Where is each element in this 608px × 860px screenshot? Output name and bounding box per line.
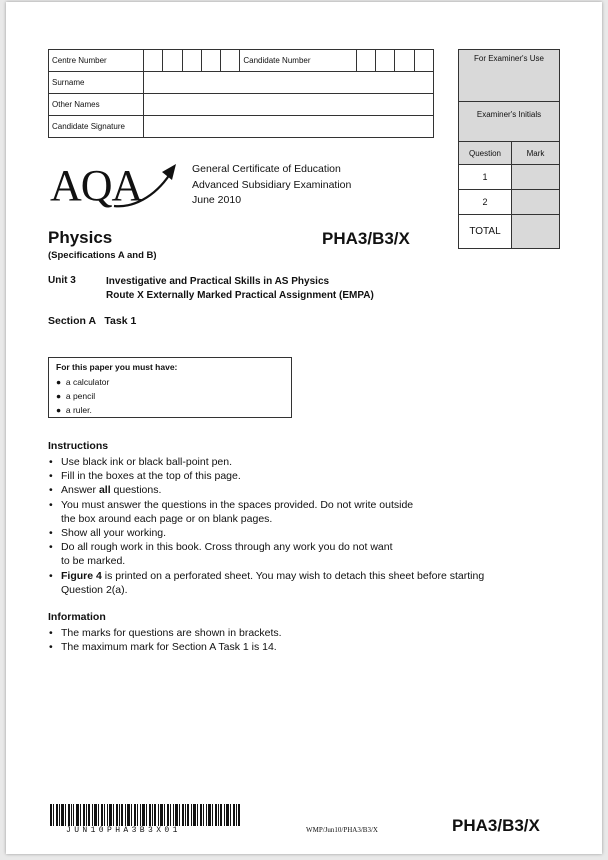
centre-number-box-4[interactable] <box>201 50 220 72</box>
surname-field[interactable] <box>144 72 434 94</box>
instruction-item: • Fill in the boxes at the top of this page. <box>48 469 548 483</box>
question-col-header: Question <box>459 142 512 165</box>
paper-code: PHA3/B3/X <box>322 229 410 248</box>
centre-number-box-5[interactable] <box>221 50 240 72</box>
instruction-item: • Use black ink or black ball-point pen. <box>48 455 548 469</box>
information-section <box>48 611 548 654</box>
candidate-number-label: Candidate Number <box>240 50 357 72</box>
subject-title: Physics <box>48 228 113 247</box>
unit-title <box>106 275 374 303</box>
centre-number-box-3[interactable] <box>182 50 201 72</box>
information-list <box>48 626 548 654</box>
exam-date: June 2010 <box>192 194 242 206</box>
instruction-item: • Answer all questions. <box>48 483 548 497</box>
aqa-logo-text: AQA <box>50 161 143 210</box>
materials-box <box>48 357 292 418</box>
materials-item: ● a calculator <box>56 377 110 387</box>
instruction-item: • Do all rough work in this book. Cross through any work you do not want <box>48 540 548 554</box>
examiner-use-title: For Examiner's Use <box>474 54 544 63</box>
mark-cell[interactable] <box>512 165 560 190</box>
footer-reference: WMP/Jun10/PHA3/B3/X <box>306 826 378 834</box>
footer-paper-code: PHA3/B3/X <box>452 816 540 835</box>
mark-col-header: Mark <box>512 142 560 165</box>
candidate-number-box-3[interactable] <box>395 50 414 72</box>
information-heading: Information <box>48 611 106 623</box>
marks-table <box>458 141 560 249</box>
instructions-list <box>48 455 548 597</box>
specification: (Specifications A and B) <box>48 250 157 261</box>
candidate-number-box-4[interactable] <box>414 50 433 72</box>
information-item: • The maximum mark for Section A Task 1 is 14. <box>48 640 548 654</box>
barcode-icon <box>50 804 240 826</box>
instructions-heading: Instructions <box>48 440 109 452</box>
materials-heading: For this paper you must have: <box>56 362 178 372</box>
candidate-number-box-2[interactable] <box>376 50 395 72</box>
candidate-details-table <box>48 49 434 138</box>
section-task: Section A Task 1 <box>48 315 137 327</box>
mark-cell[interactable] <box>512 190 560 215</box>
unit-title-line: Route X Externally Marked Practical Assignment (EMPA) <box>106 290 374 301</box>
examiner-initials-label: Examiner's Initials <box>476 110 542 119</box>
instruction-item-continued: to be marked. <box>61 555 126 568</box>
exam-paper-page <box>6 2 602 854</box>
barcode-text: JUN10PHA3B3X01 <box>66 826 181 835</box>
candidate-number-box-1[interactable] <box>356 50 375 72</box>
signature-field[interactable] <box>144 116 434 138</box>
certificate-line: Advanced Subsidiary Examination <box>192 178 352 191</box>
instruction-item: • You must answer the questions in the spaces provided. Do not write outside <box>48 498 548 512</box>
surname-label: Surname <box>49 72 144 94</box>
centre-number-box-1[interactable] <box>144 50 163 72</box>
information-item: • The marks for questions are shown in brackets. <box>48 626 548 640</box>
instruction-item-continued: the box around each page or on blank pages. <box>61 512 273 525</box>
centre-number-label: Centre Number <box>49 50 144 72</box>
examiner-initials-box <box>459 101 559 143</box>
question-number: 1 <box>459 165 512 190</box>
materials-item: ● a pencil <box>56 391 96 401</box>
materials-item: ● a ruler. <box>56 405 92 415</box>
total-label: TOTAL <box>459 215 512 249</box>
centre-number-box-2[interactable] <box>163 50 182 72</box>
materials-list <box>56 375 109 417</box>
other-names-label: Other Names <box>49 94 144 116</box>
question-number: 2 <box>459 190 512 215</box>
signature-label: Candidate Signature <box>49 116 144 138</box>
unit-label: Unit 3 <box>48 275 76 286</box>
unit-title-line: Investigative and Practical Skills in AS Physics <box>106 276 330 287</box>
total-mark-cell[interactable] <box>512 215 560 249</box>
other-names-field[interactable] <box>144 94 434 116</box>
certificate-info <box>192 162 351 209</box>
certificate-line: General Certificate of Education <box>192 163 341 175</box>
instruction-item: • Figure 4 is printed on a perforated sheet. You may wish to detach this sheet before starting <box>48 569 548 583</box>
instructions-section <box>48 440 548 597</box>
instruction-item-continued: Question 2(a). <box>61 583 128 596</box>
examiner-use-box <box>458 49 560 244</box>
aqa-logo <box>50 162 182 214</box>
aqa-logo-swoosh-icon <box>110 162 182 212</box>
instruction-item: • Show all your working. <box>48 526 548 540</box>
